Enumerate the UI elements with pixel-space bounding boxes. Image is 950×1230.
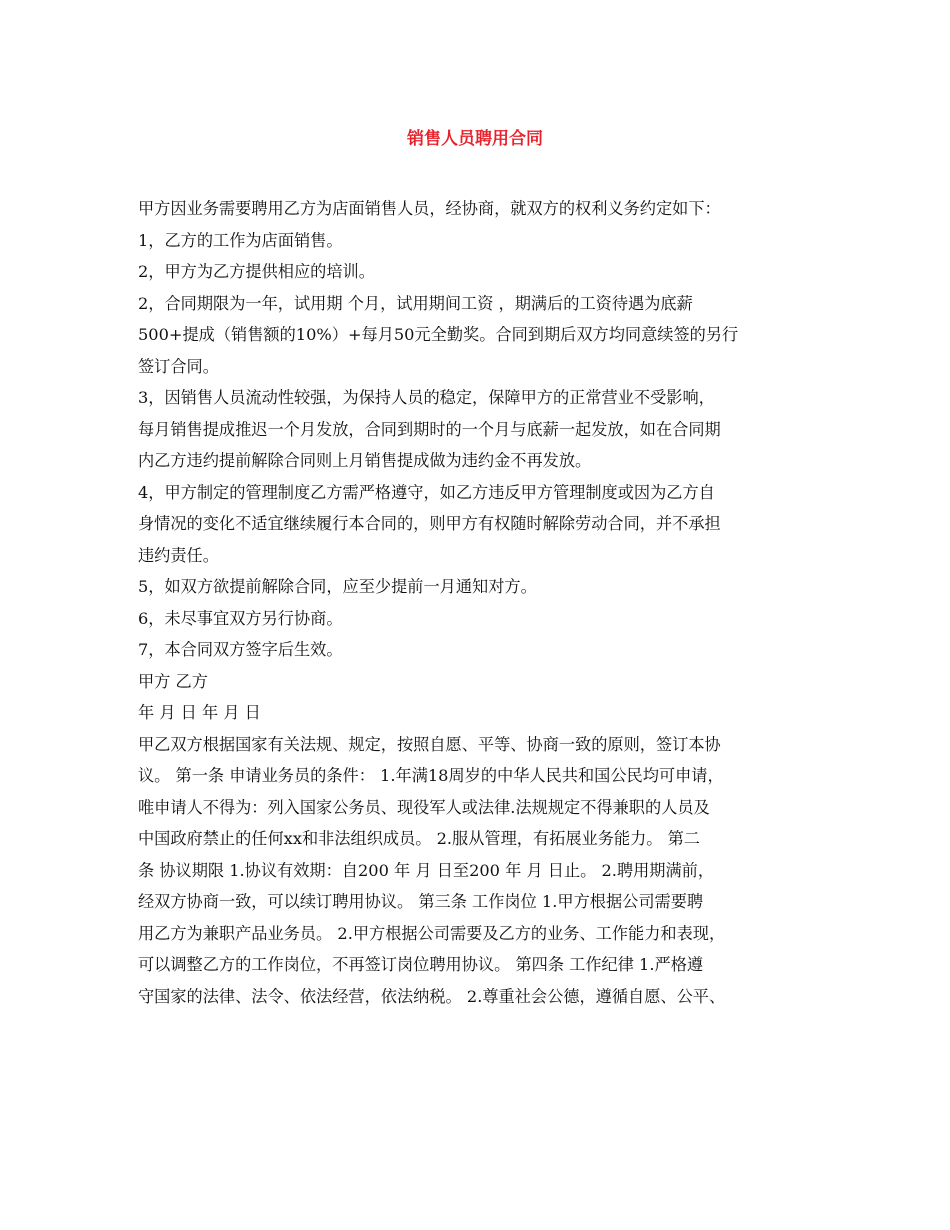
clause-line: 6，未尽事宜双方另行协商。 — [138, 608, 343, 628]
clause-line: 2，合同期限为一年，试用期 个月，试用期间工资 ，期满后的工资待遇为底薪 — [138, 293, 693, 313]
clause-line: 签订合同。 — [138, 356, 219, 376]
clause-line: 每月销售提成推迟一个月发放，合同到期时的一个月与底薪一起发放，如在合同期 — [138, 419, 721, 439]
clause-line: 内乙方违约提前解除合同则上月销售提成做为违约金不再发放。 — [138, 451, 592, 470]
clause-line: 500+提成（销售额的10%）+每月50元全勤奖。合同到期后双方均同意续签的另行 — [138, 325, 739, 344]
agreement-line: 唯申请人不得为：列入国家公务员、现役军人或法律.法规规定不得兼职的人员及 — [138, 797, 710, 817]
document-title: 销售人员聘用合同 — [407, 129, 543, 149]
clause-line: 2，甲方为乙方提供相应的培训。 — [138, 262, 375, 281]
clause-line: 3，因销售人员流动性较强，为保持人员的稳定，保障甲方的正常营业不受影响， — [138, 388, 715, 407]
agreement-line: 议。 第一条 申请业务员的条件： 1.年满18周岁的中华人民共和国公民均可申请， — [138, 766, 724, 785]
clause-line: 违约责任。 — [138, 545, 219, 565]
agreement-line: 守国家的法律、法令、依法经营，依法纳税。 2.尊重社会公德，遵循自愿、公平、 — [138, 986, 726, 1006]
signature-parties: 甲方 乙方 — [138, 671, 208, 691]
clause-line: 身情况的变化不适宜继续履行本合同的，则甲方有权随时解除劳动合同，并不承担 — [138, 514, 721, 533]
agreement-line: 经双方协商一致，可以续订聘用协议。 第三条 工作岗位 1.甲方根据公司需要聘 — [138, 892, 704, 911]
agreement-line: 条 协议期限 1.协议有效期：自200 年 月 日至200 年 月 日止。 2.聘用期满前， — [138, 860, 715, 880]
agreement-line: 用乙方为兼职产品业务员。 2.甲方根据公司需要及乙方的业务、工作能力和表现， — [138, 923, 726, 943]
clause-line: 4，甲方制定的管理制度乙方需严格遵守，如乙方违反甲方管理制度或因为乙方自 — [138, 482, 715, 502]
agreement-line: 甲乙双方根据国家有关法规、规定，按照自愿、平等、协商一致的原则，签订本协 — [138, 734, 721, 754]
signature-dates: 年 月 日 年 月 日 — [138, 703, 261, 722]
clause-line: 7，本合同双方签字后生效。 — [138, 640, 343, 659]
agreement-line: 中国政府禁止的任何xx和非法组织成员。 2.服从管理，有拓展业务能力。 第二 — [138, 829, 700, 848]
clause-line: 5，如双方欲提前解除合同，应至少提前一月通知对方。 — [138, 577, 537, 596]
agreement-line: 可以调整乙方的工作岗位，不再签订岗位聘用协议。 第四条 工作纪律 1.严格遵 — [138, 955, 704, 974]
clause-line: 1，乙方的工作为店面销售。 — [138, 230, 343, 250]
intro-line: 甲方因业务需要聘用乙方为店面销售人员，经协商，就双方的权利义务约定如下： — [138, 199, 721, 218]
document-body — [138, 193, 814, 1012]
